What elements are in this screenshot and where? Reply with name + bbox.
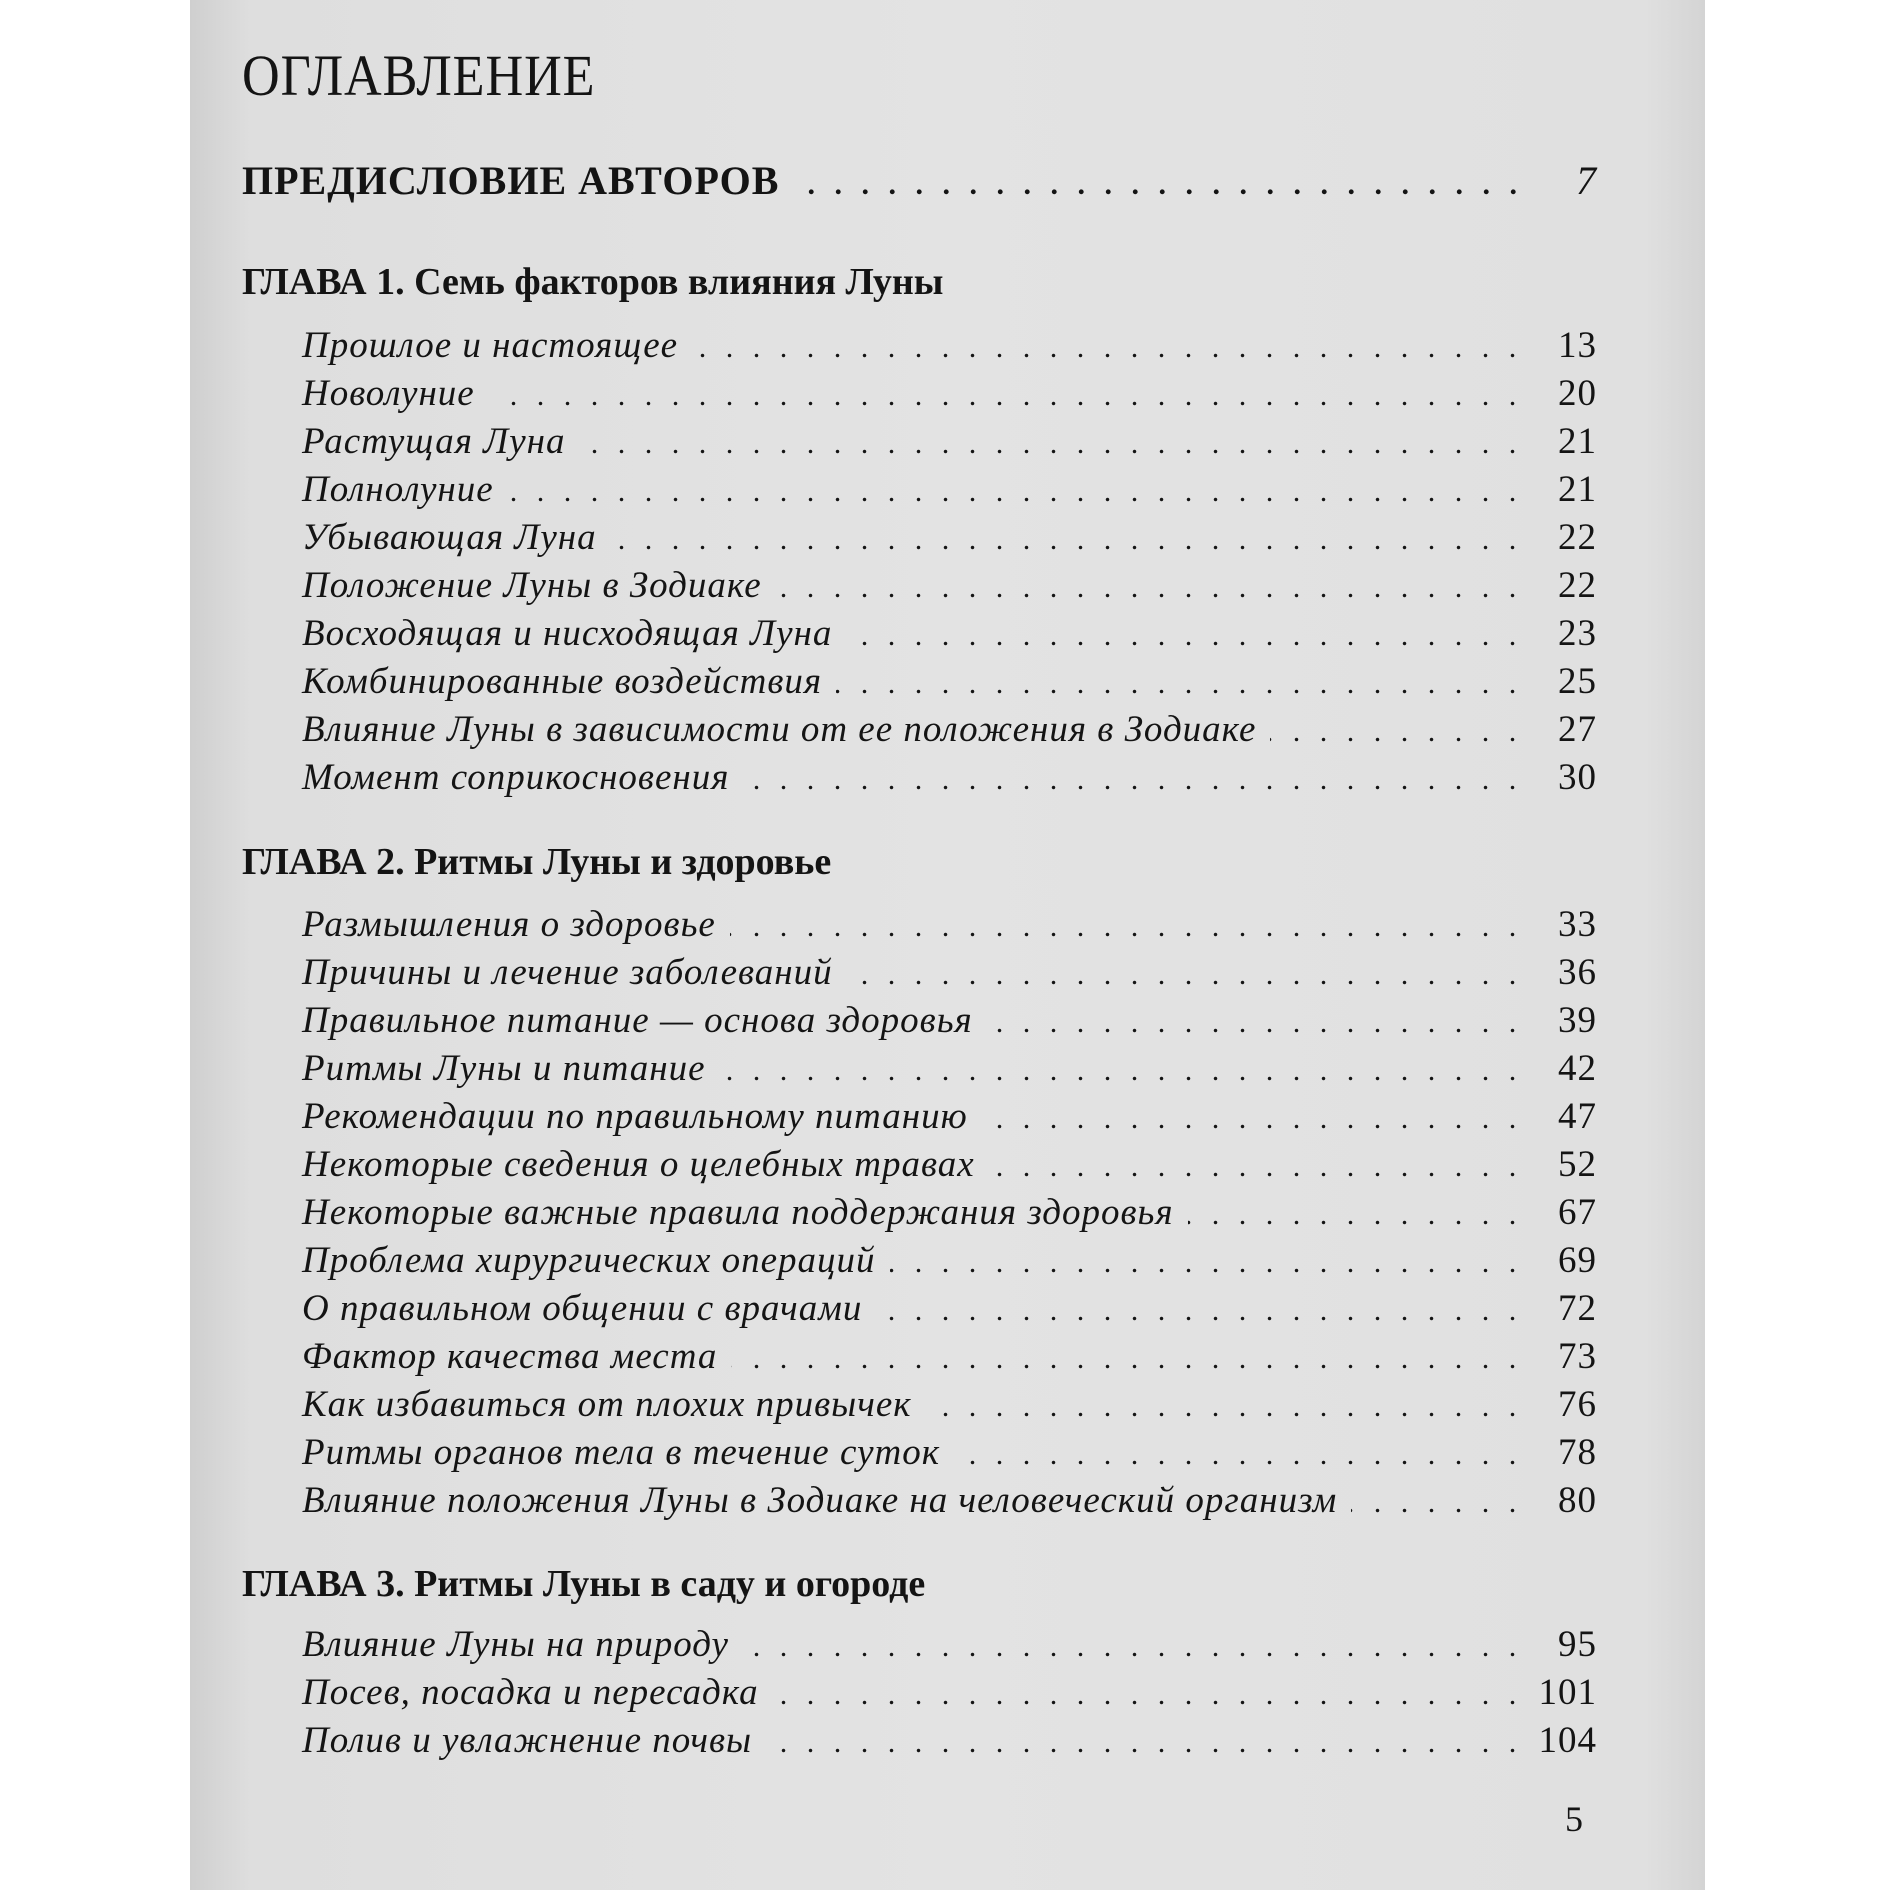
entry-page: 20 bbox=[1558, 373, 1597, 414]
toc-entry bbox=[302, 417, 1597, 463]
entry-page: 13 bbox=[1558, 325, 1597, 366]
page-title: ОГЛАВЛЕНИЕ bbox=[242, 43, 596, 108]
toc-entry bbox=[302, 1140, 1597, 1186]
toc-entry bbox=[302, 1092, 1597, 1138]
entry-label: Растущая Луна bbox=[302, 421, 566, 462]
dot-leader bbox=[508, 475, 1523, 511]
toc-entry bbox=[302, 513, 1597, 559]
dot-leader bbox=[743, 763, 1523, 799]
entry-label: Как избавиться от плохих привычек bbox=[302, 1384, 912, 1425]
toc-entry bbox=[302, 657, 1597, 703]
dot-leader bbox=[954, 1438, 1523, 1474]
entry-label: Рекомендации по правильному питанию bbox=[302, 1096, 968, 1137]
toc-entry bbox=[302, 1044, 1597, 1090]
chapter-3-heading: ГЛАВА 3. Ритмы Луны в саду и огороде bbox=[242, 1563, 926, 1605]
entry-page: 30 bbox=[1558, 757, 1597, 798]
entry-page: 76 bbox=[1558, 1384, 1597, 1425]
dot-leader bbox=[773, 1678, 1523, 1714]
entry-label: Ритмы Луны и питание bbox=[302, 1048, 706, 1089]
entry-label: Правильное питание — основа здоровья bbox=[302, 1000, 973, 1041]
toc-entry bbox=[302, 1236, 1597, 1282]
dot-leader bbox=[730, 910, 1523, 946]
entry-page: 23 bbox=[1558, 613, 1597, 654]
entry-label: Убывающая Луна bbox=[302, 517, 597, 558]
entry-label: Полнолуние bbox=[302, 469, 494, 510]
dot-leader bbox=[876, 1294, 1523, 1330]
entry-page: 36 bbox=[1558, 952, 1597, 993]
entry-label: Полив и увлажнение почвы bbox=[302, 1720, 753, 1761]
entry-page: 78 bbox=[1558, 1432, 1597, 1473]
dot-leader bbox=[989, 1150, 1523, 1186]
dot-leader bbox=[489, 379, 1523, 415]
toc-entry bbox=[302, 996, 1597, 1042]
entry-page: 80 bbox=[1558, 1480, 1597, 1521]
preface-page: 7 bbox=[1576, 158, 1597, 203]
toc-entry bbox=[302, 1716, 1597, 1762]
entry-page: 101 bbox=[1538, 1672, 1597, 1713]
entry-label: Ритмы органов тела в течение суток bbox=[302, 1432, 941, 1473]
entry-label: Восходящая и нисходящая Луна bbox=[302, 613, 833, 654]
entry-page: 22 bbox=[1558, 517, 1597, 558]
toc-entry bbox=[302, 1620, 1597, 1666]
dot-leader bbox=[836, 667, 1523, 703]
entry-page: 21 bbox=[1558, 421, 1597, 462]
entry-page: 67 bbox=[1558, 1192, 1597, 1233]
toc-preface-row bbox=[242, 158, 1597, 204]
dot-leader bbox=[1351, 1486, 1523, 1522]
entry-label: Размышления о здоровье bbox=[302, 904, 716, 945]
toc-entry bbox=[302, 369, 1597, 415]
dot-leader bbox=[793, 168, 1523, 204]
entry-label: Некоторые важные правила поддержания здоровья bbox=[302, 1192, 1174, 1233]
dot-leader bbox=[987, 1006, 1523, 1042]
dot-leader bbox=[611, 523, 1523, 559]
entry-label: Причины и лечение заболеваний bbox=[302, 952, 833, 993]
entry-page: 42 bbox=[1558, 1048, 1597, 1089]
dot-leader bbox=[926, 1390, 1523, 1426]
entry-label: Момент соприкосновения bbox=[302, 757, 730, 798]
toc-entry bbox=[302, 321, 1597, 367]
entry-label: Новолуние bbox=[302, 373, 475, 414]
book-page bbox=[190, 0, 1705, 1890]
dot-leader bbox=[982, 1102, 1523, 1138]
entry-page: 25 bbox=[1558, 661, 1597, 702]
dot-leader bbox=[846, 619, 1523, 655]
toc-entry bbox=[302, 465, 1597, 511]
toc-entry bbox=[302, 1284, 1597, 1330]
toc-entry bbox=[302, 1332, 1597, 1378]
entry-label: Посев, посадка и пересадка bbox=[302, 1672, 759, 1713]
dot-leader bbox=[847, 958, 1523, 994]
entry-page: 104 bbox=[1538, 1720, 1597, 1761]
toc-entry bbox=[302, 1188, 1597, 1234]
entry-label: Фактор качества места bbox=[302, 1336, 718, 1377]
entry-page: 73 bbox=[1558, 1336, 1597, 1377]
chapter-1-heading: ГЛАВА 1. Семь факторов влияния Луны bbox=[242, 261, 944, 303]
entry-page: 27 bbox=[1558, 709, 1597, 750]
dot-leader bbox=[579, 427, 1523, 463]
toc-entry bbox=[302, 609, 1597, 655]
entry-label: Некоторые сведения о целебных травах bbox=[302, 1144, 975, 1185]
entry-page: 39 bbox=[1558, 1000, 1597, 1041]
entry-label: Положение Луны в Зодиаке bbox=[302, 565, 762, 606]
dot-leader bbox=[1188, 1198, 1523, 1234]
dot-leader bbox=[743, 1630, 1523, 1666]
entry-label: Комбинированные воздействия bbox=[302, 661, 823, 702]
dot-leader bbox=[1270, 715, 1523, 751]
toc-entry bbox=[302, 1476, 1597, 1522]
toc-entry bbox=[302, 561, 1597, 607]
entry-page: 52 bbox=[1558, 1144, 1597, 1185]
toc-entry bbox=[302, 705, 1597, 751]
dot-leader bbox=[776, 571, 1523, 607]
entry-label: Прошлое и настоящее bbox=[302, 325, 679, 366]
preface-label: ПРЕДИСЛОВИЕ АВТОРОВ bbox=[242, 158, 780, 203]
toc-entry bbox=[302, 1668, 1597, 1714]
entry-page: 72 bbox=[1558, 1288, 1597, 1329]
entry-label: Проблема хирургических операций bbox=[302, 1240, 876, 1281]
entry-page: 47 bbox=[1558, 1096, 1597, 1137]
entry-page: 21 bbox=[1558, 469, 1597, 510]
dot-leader bbox=[890, 1246, 1523, 1282]
dot-leader bbox=[692, 331, 1523, 367]
toc-entry bbox=[302, 1380, 1597, 1426]
entry-page: 33 bbox=[1558, 904, 1597, 945]
entry-page: 22 bbox=[1558, 565, 1597, 606]
page-number: 5 bbox=[1565, 1799, 1583, 1839]
entry-label: Влияние Луны в зависимости от ее положения в Зодиаке bbox=[302, 709, 1257, 750]
dot-leader bbox=[766, 1726, 1523, 1762]
toc-entry bbox=[302, 900, 1597, 946]
dot-leader bbox=[731, 1342, 1523, 1378]
toc-entry bbox=[302, 948, 1597, 994]
toc-entry bbox=[302, 753, 1597, 799]
dot-leader bbox=[720, 1054, 1523, 1090]
entry-label: О правильном общении с врачами bbox=[302, 1288, 863, 1329]
entry-page: 95 bbox=[1558, 1624, 1597, 1665]
entry-label: Влияние Луны на природу bbox=[302, 1624, 729, 1665]
toc-entry bbox=[302, 1428, 1597, 1474]
entry-page: 69 bbox=[1558, 1240, 1597, 1281]
chapter-2-heading: ГЛАВА 2. Ритмы Луны и здоровье bbox=[242, 841, 832, 883]
entry-label: Влияние положения Луны в Зодиаке на человеческий организм bbox=[302, 1480, 1338, 1521]
